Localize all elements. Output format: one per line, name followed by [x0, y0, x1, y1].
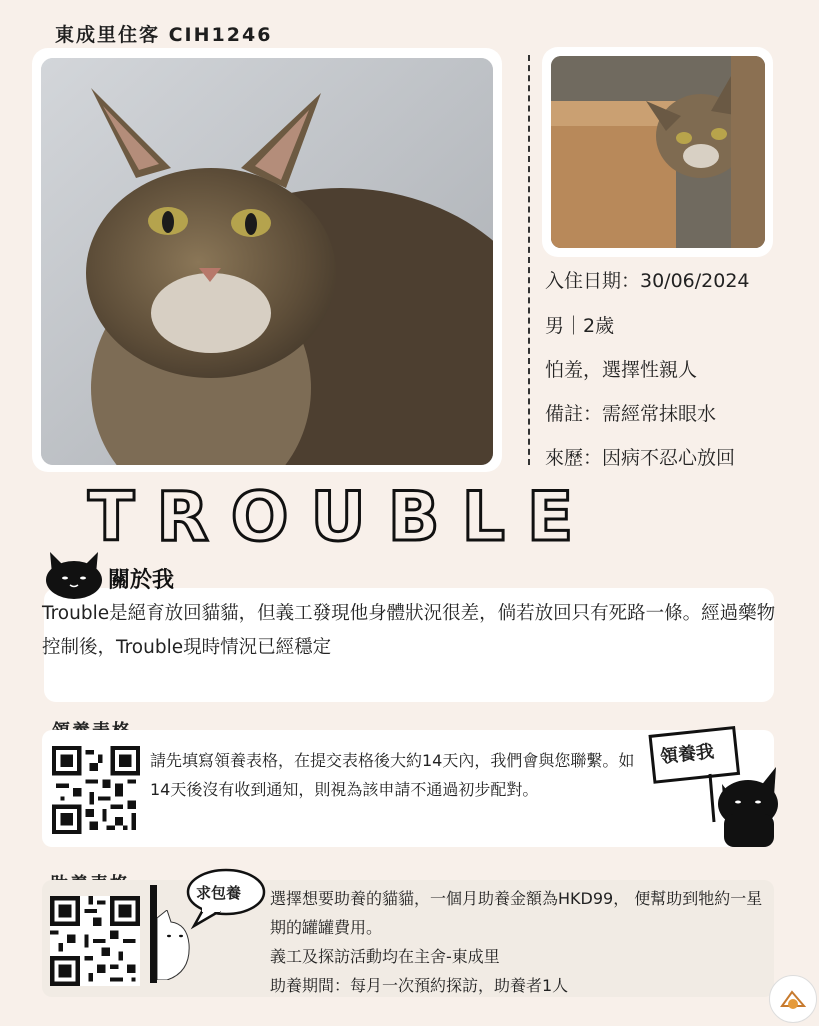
origin: 來歷：因病不忍心放回: [545, 447, 736, 469]
adopt-me-sign-text: 領養我: [659, 741, 716, 768]
sponsor-line-3: 助養期間：每月一次預約探訪，助養者1人: [270, 976, 569, 995]
speech-bubble-text: 求包養: [196, 884, 242, 902]
decorative-bar: [150, 885, 157, 983]
note: 備註：需經常抹眼水: [545, 403, 717, 425]
sponsor-line-1: 選擇想要助養的貓貓，一個月助養金額為HKD99， 便幫助到牠約一星期的罐罐費用。: [270, 889, 763, 937]
thumbnail-cat-photo: [551, 56, 765, 248]
adopt-instructions: 請先填寫領養表格，在提交表格後大約14天內，我們會與您聯繫。如14天後沒有收到通知，則視為該申請不通過初步配對。: [150, 751, 635, 799]
cats-in-hope-logo: [769, 975, 817, 1023]
personality: 怕羞，選擇性親人: [545, 359, 698, 381]
vertical-divider: [528, 55, 530, 465]
arrival-date: 入住日期：30/06/2024: [545, 270, 750, 292]
about-text: Trouble是絕育放回貓貓，但義工發現他身體狀況很差，倘若放回只有死路一條。經過藥物控制後，Trouble現時情況已經穩定: [42, 603, 776, 658]
gender-age: 男｜2歲: [545, 315, 615, 337]
main-cat-photo: [41, 58, 493, 465]
about-title: 關於我: [108, 568, 175, 593]
page-title: 東成里住客 CIH1246: [55, 24, 273, 46]
sponsor-text: [270, 884, 770, 1000]
sponsor-qr-code[interactable]: [50, 896, 140, 990]
cat-name: TROUBLE: [88, 478, 596, 557]
black-cat-head-icon: [44, 548, 104, 604]
sponsor-line-2: 義工及探訪活動均在主舍-東成里: [270, 947, 500, 966]
adopt-qr-code[interactable]: [52, 746, 140, 838]
